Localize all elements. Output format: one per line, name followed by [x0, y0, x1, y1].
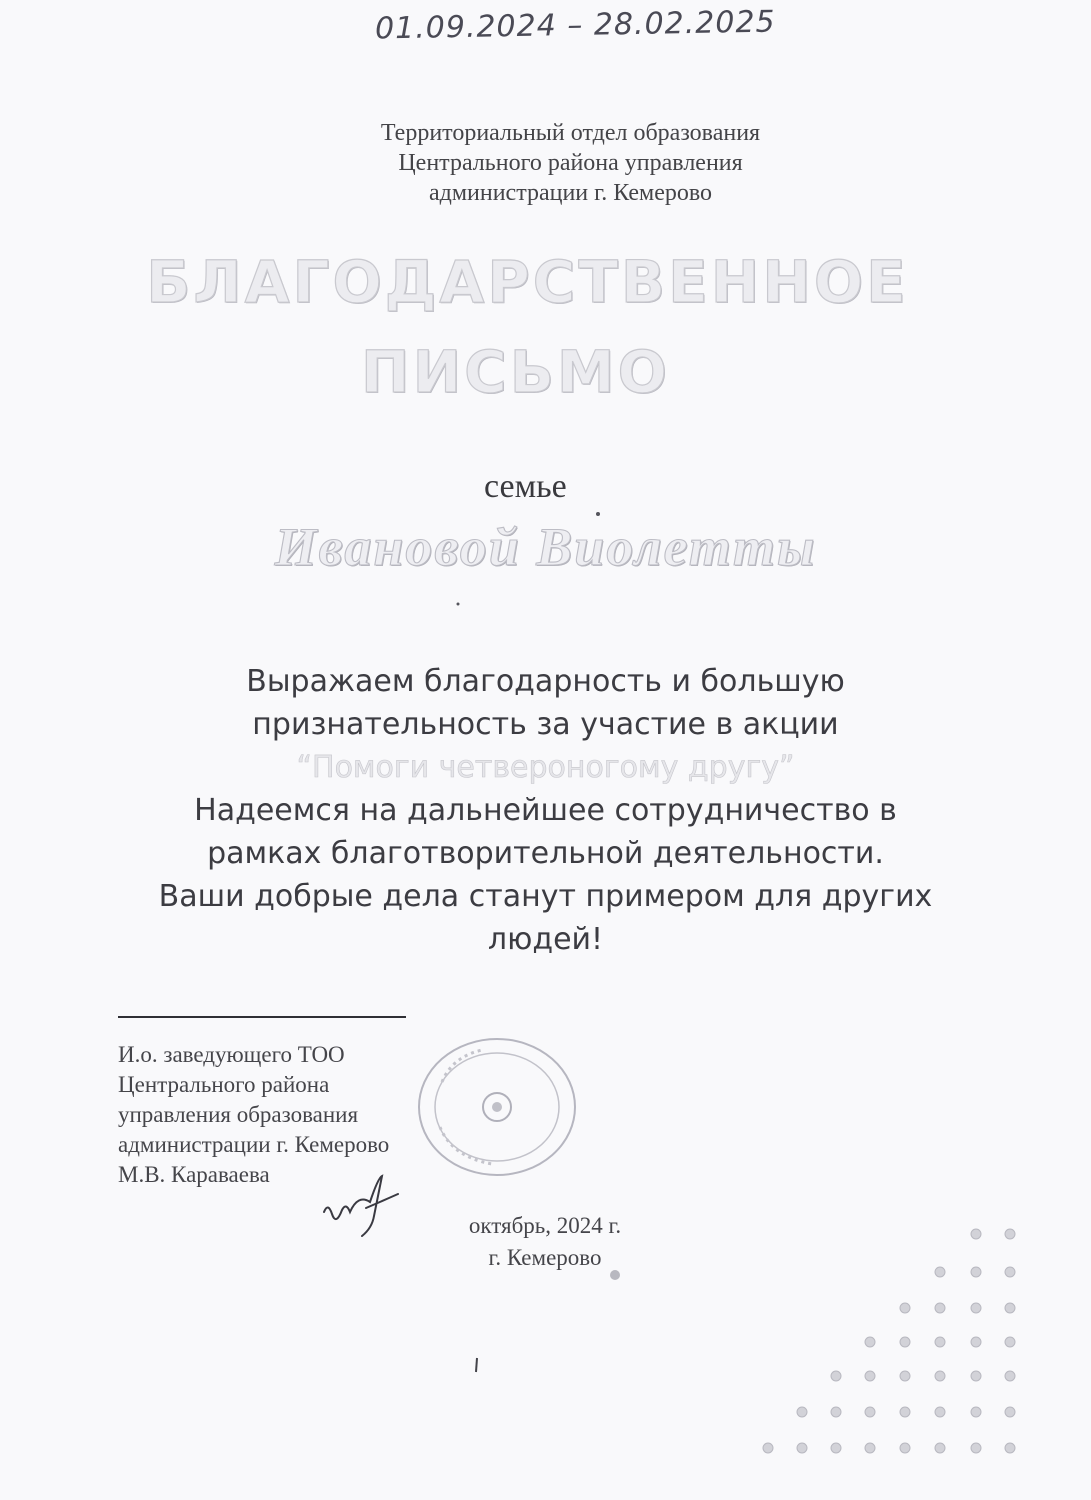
action-name: “Помоги четвероногому другу” [296, 750, 795, 785]
speck-mark [454, 600, 462, 608]
signatory-line: управления образования [118, 1102, 359, 1127]
body-line: Надеемся на дальнейшее сотрудничество в [194, 793, 897, 828]
body-line: Ваши добрые дела станут примером для других [158, 879, 933, 914]
organization-header [0, 118, 1091, 208]
speck-mark [594, 510, 602, 518]
organization-line: администрации г. Кемерово [428, 180, 713, 206]
document-title-line-2: ПИСЬМО [361, 338, 670, 406]
letter-body [0, 660, 1091, 961]
speck-mark [472, 1356, 482, 1376]
signatory-line: администрации г. Кемерово [118, 1132, 390, 1157]
organization-line: Центрального района управления [398, 150, 743, 176]
decorative-dot-pattern [740, 1220, 1060, 1490]
body-line: рамках благотворительной деятельности. [207, 836, 884, 871]
official-seal-icon [412, 1032, 582, 1182]
handwritten-signature [318, 1172, 408, 1242]
body-line: Выражаем благодарность и большую [246, 664, 845, 699]
organization-line: Территориальный отдел образования [380, 120, 761, 146]
issue-date: октябрь, 2024 г. [468, 1213, 622, 1238]
recipient-name: Ивановой Виолетты [274, 517, 817, 577]
body-line: людей! [487, 922, 604, 957]
document-title-line-1: БЛАГОДАРСТВЕННОЕ [146, 248, 909, 316]
speck-mark [608, 1268, 622, 1282]
handwritten-date-range: 01.09.2024 – 28.02.2025 [374, 4, 776, 47]
signatory-line: Центрального района [118, 1072, 330, 1097]
date-block [445, 1210, 645, 1274]
signatory-name: М.В. Караваева [118, 1162, 270, 1187]
signature-rule [118, 1016, 406, 1018]
recipient-prefix: семье [484, 468, 567, 505]
body-line: признательность за участие в акции [252, 707, 839, 742]
signatory-block [118, 1040, 389, 1190]
signatory-line: И.о. заведующего ТОО [118, 1042, 345, 1067]
issue-city: г. Кемерово [488, 1245, 602, 1270]
